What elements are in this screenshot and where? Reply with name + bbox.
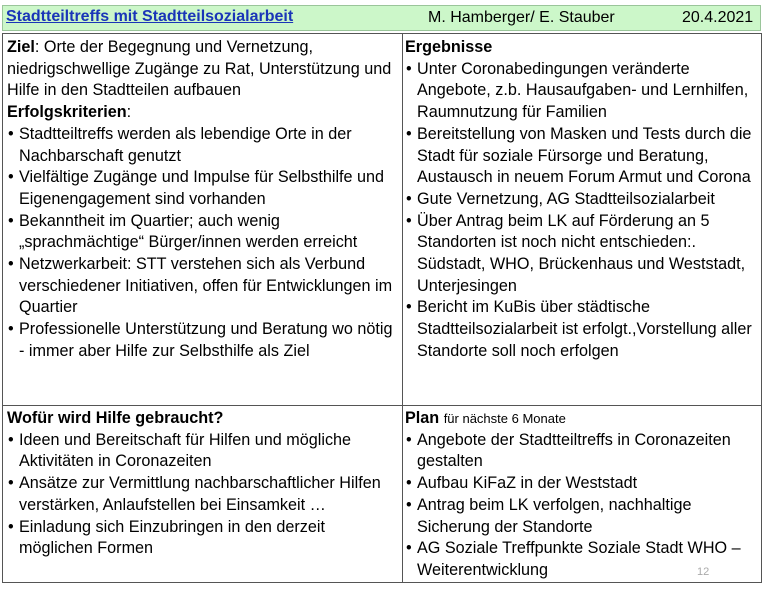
row-divider: [3, 405, 761, 406]
help-label: Wofür wird Hilfe gebraucht?: [7, 409, 224, 427]
criteria-label: Erfolgskriterien: [7, 103, 127, 122]
list-item: • Ideen und Bereitschaft für Hilfen und mögliche Aktivitäten in Coronazeiten: [7, 430, 399, 473]
list-item: • Bereitstellung von Masken und Tests durch die Stadt für soziale Fürsorge und Beratung, Austausch in neuem Forum Armut und Corona: [405, 124, 760, 189]
slide-title: Stadtteiltreffs mit Stadtteilsozialarbeit: [6, 8, 294, 25]
list-item: • Bekanntheit im Quartier; auch wenig „sprachmächtige“ Bürger/innen werden erreicht: [7, 211, 399, 254]
list-item: • Bericht im KuBis über städtische Stadtteilsozialarbeit ist erfolgt.,Vorstellung aller Standorte soll noch erfolgen: [405, 297, 760, 362]
results-list: [405, 59, 760, 363]
date: 20.4.2021: [682, 9, 754, 26]
plan-cell: [405, 408, 760, 582]
goal-paragraph: [7, 37, 399, 102]
list-item: • AG Soziale Treffpunkte Soziale Stadt WHO – Weiterentwicklung: [405, 538, 760, 581]
criteria-list: [7, 124, 399, 363]
list-item: • Vielfältige Zugänge und Impulse für Selbsthilfe und Eigenengagement sind vorhanden: [7, 167, 399, 210]
goal-cell: [7, 37, 399, 363]
results-label: Ergebnisse: [405, 38, 493, 56]
list-item: • Aufbau KiFaZ in der Weststadt: [405, 473, 760, 495]
list-item: • Einladung sich Einzubringen in den derzeit möglichen Formen: [7, 517, 399, 560]
criteria-colon: :: [126, 103, 132, 122]
plan-label: Plan: [405, 409, 440, 427]
header-bar: [2, 5, 761, 31]
plan-list: [405, 430, 760, 582]
list-item: • Angebote der Stadtteiltreffs in Coronazeiten gestalten: [405, 430, 760, 473]
page-number: 12: [697, 566, 710, 578]
list-item: • Netzwerkarbeit: STT verstehen sich als Verbund verschiedener Initiativen, offen für Entwicklungen im Quartier: [7, 254, 399, 319]
list-item: • Gute Vernetzung, AG Stadtteilsozialarbeit: [405, 189, 760, 211]
results-cell: [405, 37, 760, 363]
goal-text: : Orte der Begegnung und Vernetzung, niedrigschwellige Zugänge zu Rat, Unterstützung und Hilfe in den Stadtteilen aufbauen: [7, 38, 392, 100]
list-item: • Antrag beim LK verfolgen, nachhaltige Sicherung der Standorte: [405, 495, 760, 538]
help-cell: [7, 408, 399, 560]
content-table: [2, 33, 762, 583]
help-list: [7, 430, 399, 560]
list-item: • Ansätze zur Vermittlung nachbarschaftlicher Hilfen verstärken, Anlaufstellen bei Einsamkeit …: [7, 473, 399, 516]
criteria-heading: [7, 102, 399, 124]
list-item: • Stadtteiltreffs werden als lebendige Orte in der Nachbarschaft genutzt: [7, 124, 399, 167]
authors: M. Hamberger/ E. Stauber: [428, 9, 615, 26]
list-item: • Professionelle Unterstützung und Beratung wo nötig - immer aber Hilfe zur Selbsthilfe als Ziel: [7, 319, 399, 362]
list-item: • Unter Coronabedingungen veränderte Angebote, z.b. Hausaufgaben- und Lernhilfen, Raumnutzung für Familien: [405, 59, 760, 124]
plan-heading: [405, 408, 760, 430]
list-item: • Über Antrag beim LK auf Förderung an 5 Standorten ist noch nicht entschieden:. Südstadt, WHO, Brückenhaus und Weststadt, Unterjesingen: [405, 211, 760, 298]
plan-sublabel: für nächste 6 Monate: [443, 411, 566, 426]
goal-label: Ziel: [7, 38, 35, 56]
column-divider: [402, 34, 403, 582]
